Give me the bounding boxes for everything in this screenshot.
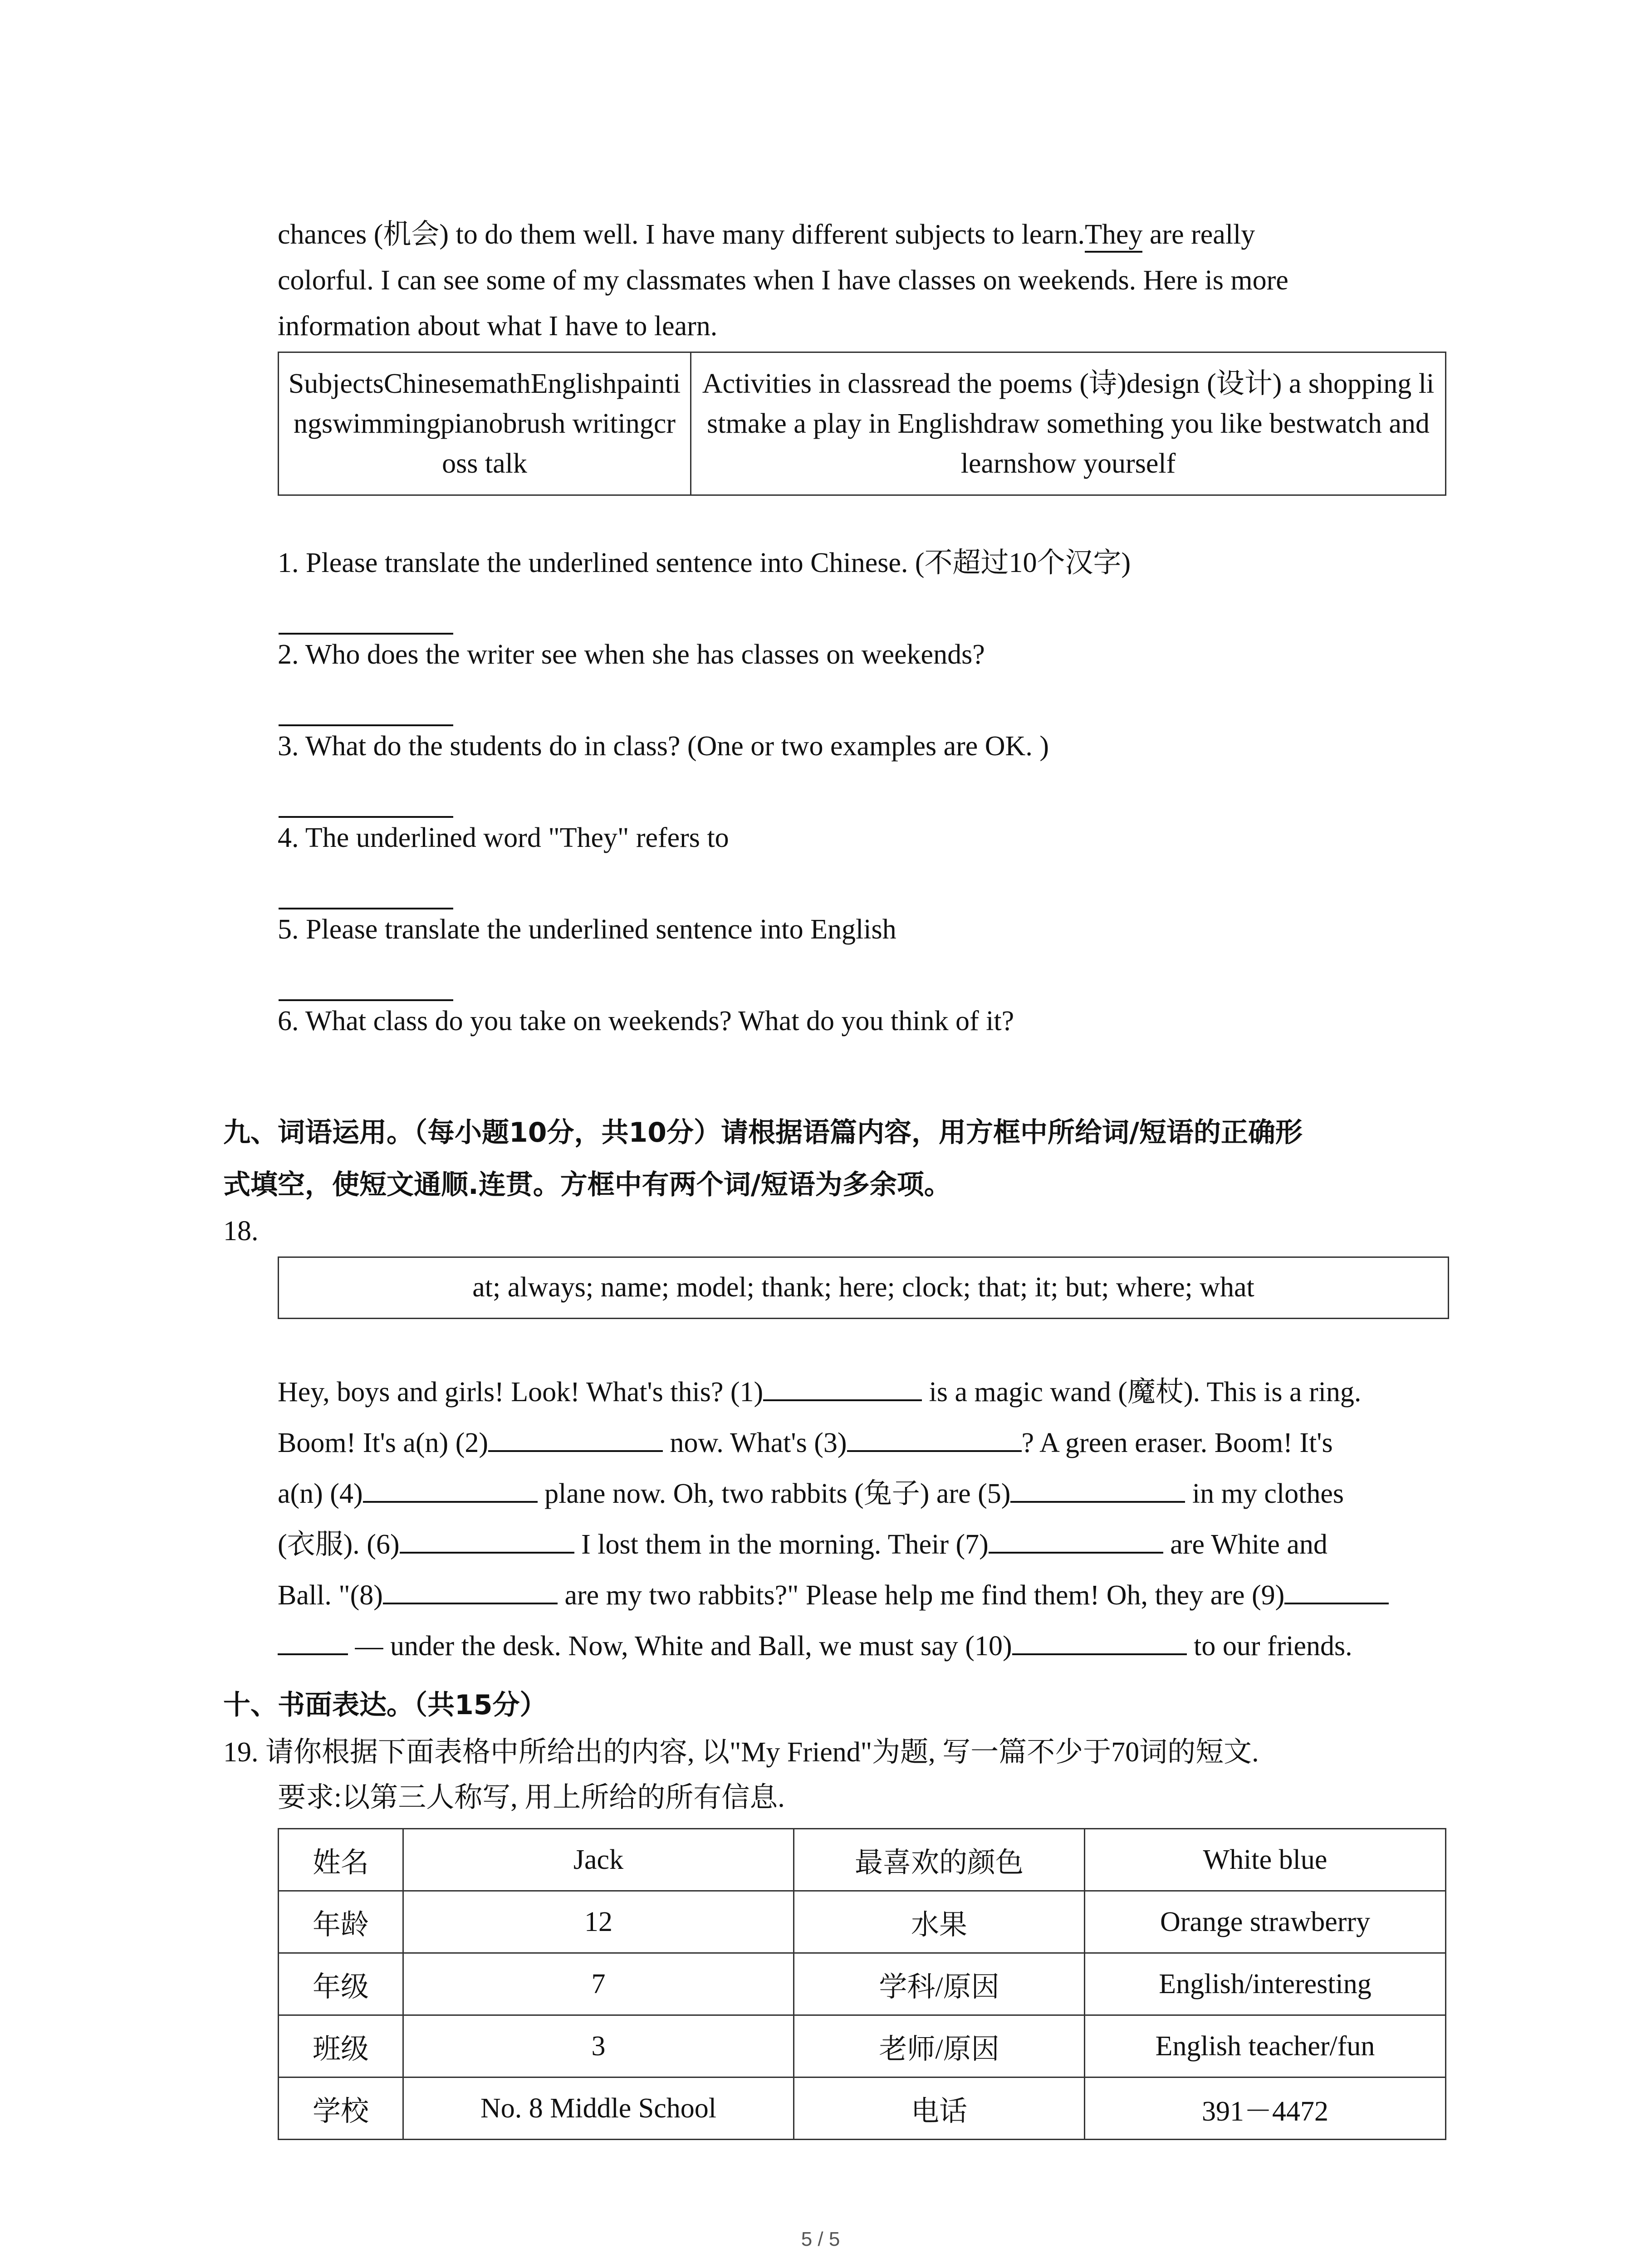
blank-4[interactable] — [363, 1501, 538, 1503]
cloze-line-6: — under the desk. Now, White and Ball, we must say (10) to our friends. — [278, 1623, 1352, 1669]
subjects-activities-table — [278, 352, 1446, 496]
table-cell: 年龄 — [279, 1891, 403, 1953]
cloze-line-4: (衣服). (6) I lost them in the morning. Their (7) are White and — [278, 1529, 1327, 1560]
blank-8[interactable] — [383, 1603, 558, 1604]
table-cell: English teacher/fun — [1085, 2015, 1446, 2077]
table-cell: White blue — [1085, 1829, 1446, 1891]
blank-6[interactable] — [400, 1552, 574, 1554]
cloze-line-2: Boom! It's a(n) (2) now. What's (3) ? A green eraser. Boom! It's — [278, 1427, 1333, 1458]
table-cell: 老师/原因 — [794, 2015, 1085, 2077]
question-6: 6. What class do you take on weekends? What do you think of it? — [278, 1006, 1014, 1036]
question-number-18: 18. — [223, 1216, 259, 1246]
table-row — [279, 1829, 1446, 1891]
question-3: 3. What do the students do in class? (One or two examples are OK. ) — [278, 731, 1049, 762]
passage-line-2: colorful. I can see some of my classmates when I have classes on weekends. Here is more — [278, 265, 1288, 296]
table-cell: Jack — [403, 1829, 794, 1891]
blank-3[interactable] — [847, 1450, 1022, 1452]
table-cell: English/interesting — [1085, 1953, 1446, 2015]
table-row — [279, 2077, 1446, 2140]
question-1: 1. Please translate the underlined sentence into Chinese. (不超过10个汉字) — [278, 547, 1131, 578]
underlined-word-they: They — [1085, 219, 1142, 253]
word-bank-box: at; always; name; model; thank; here; clock; that; it; but; where; what — [278, 1256, 1449, 1319]
page-number: 5 / 5 — [801, 2228, 840, 2250]
table-row — [279, 2015, 1446, 2077]
cloze-line-5: Ball. "(8) are my two rabbits?" Please help me find them! Oh, they are (9) — [278, 1572, 1389, 1618]
section9-heading-line-1: 九、词语运用。（每小题10分，共10分）请根据语篇内容，用方框中所给词/短语的正确形 — [223, 1117, 1303, 1149]
passage-line-3: information about what I have to learn. — [278, 311, 718, 342]
blank-9[interactable] — [1284, 1603, 1389, 1604]
table-cell: 391－4472 — [1085, 2077, 1446, 2140]
cloze-line-1: Hey, boys and girls! Look! What's this? (1) is a magic wand (魔杖). This is a ring. — [278, 1377, 1362, 1408]
table-cell: 姓名 — [279, 1829, 403, 1891]
blank-7[interactable] — [989, 1552, 1163, 1554]
table-cell: 学科/原因 — [794, 1953, 1085, 2015]
subjects-cell: SubjectsChinesemathEnglishpaintingswimmingpianobrush writingcross talk — [279, 352, 691, 495]
table-cell: Orange strawberry — [1085, 1891, 1446, 1953]
section9-heading-line-2: 式填空，使短文通顺.连贯。方框中有两个词/短语为多余项。 — [223, 1169, 951, 1201]
section10-heading: 十、书面表达。（共15分） — [223, 1689, 547, 1721]
table-cell: 班级 — [279, 2015, 403, 2077]
blank-9-continued[interactable] — [278, 1653, 348, 1655]
blank-10[interactable] — [1012, 1653, 1187, 1655]
table-cell: No. 8 Middle School — [403, 2077, 794, 2140]
writing-prompt-line-1: 19. 请你根据下面表格中所给出的内容, 以"My Friend"为题, 写一篇不少于70词的短文. — [223, 1737, 1259, 1768]
table-row — [279, 1953, 1446, 2015]
question-5: 5. Please translate the underlined sentence into English — [278, 914, 896, 945]
blank-1[interactable] — [763, 1399, 922, 1401]
cloze-line-3: a(n) (4) plane now. Oh, two rabbits (兔子) are (5) in my clothes — [278, 1478, 1344, 1509]
table-row — [279, 1891, 1446, 1953]
table-cell: 水果 — [794, 1891, 1085, 1953]
activities-cell: Activities in classread the poems (诗)design (设计) a shopping listmake a play in Englishdraw something you like bestwatch and learnshow yourself — [691, 352, 1446, 495]
friend-info-table — [278, 1828, 1446, 2140]
table-cell: 学校 — [279, 2077, 403, 2140]
passage-line-1: chances (机会) to do them well. I have many different subjects to learn.They are really — [278, 211, 1255, 258]
table-cell: 12 — [403, 1891, 794, 1953]
blank-2[interactable] — [488, 1450, 663, 1452]
table-cell: 年级 — [279, 1953, 403, 2015]
table-cell: 电话 — [794, 2077, 1085, 2140]
question-4: 4. The underlined word "They" refers to — [278, 822, 729, 853]
table-cell: 最喜欢的颜色 — [794, 1829, 1085, 1891]
question-2: 2. Who does the writer see when she has classes on weekends? — [278, 639, 985, 670]
table-cell: 7 — [403, 1953, 794, 2015]
blank-5[interactable] — [1010, 1501, 1185, 1503]
table-cell: 3 — [403, 2015, 794, 2077]
writing-prompt-line-2: 要求:以第三人称写, 用上所给的所有信息. — [278, 1782, 785, 1813]
